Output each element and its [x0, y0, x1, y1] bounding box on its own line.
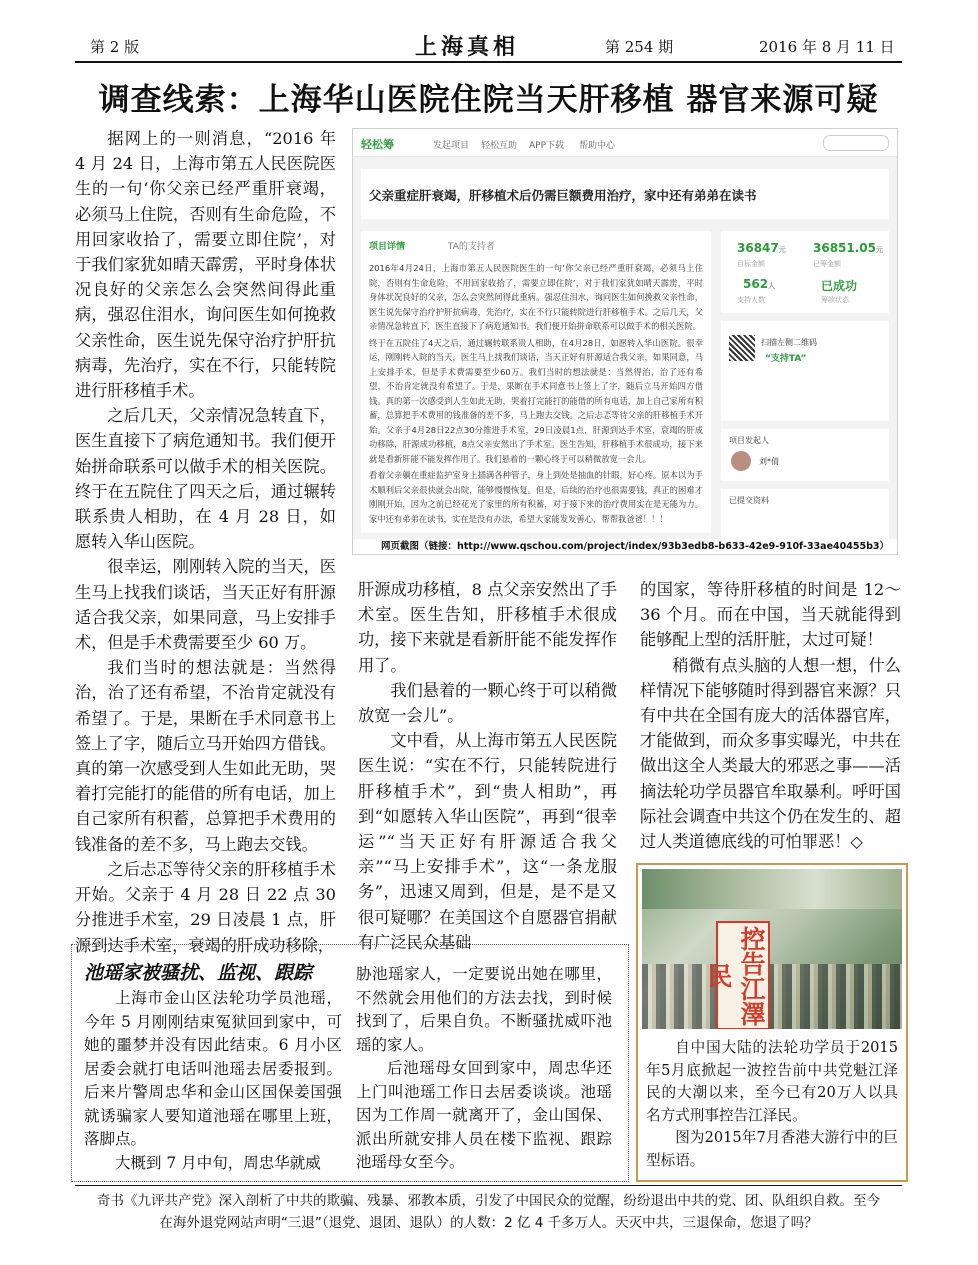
photo-box	[636, 863, 908, 1182]
avatar	[731, 451, 751, 471]
initiator-title: 项目发起人	[729, 436, 769, 445]
protest-photo	[642, 869, 902, 1029]
article-paragraph: 稍微有点头脑的人想一想，什么样情况下能够随时得到器官来源？只有中共在全国有庞大的活体器官库，才能做到，而众多事实曝光，中共在做出这全人类最大的邪恶之事——活摘法轮功学员器官牟取暴利。呼吁国际社会调查中共这个仍在发生的、超过人类道德底线的可怕罪恶！◇	[640, 655, 901, 852]
page-footer	[75, 1190, 902, 1234]
issue-label: 第 254 期	[605, 38, 674, 56]
stat-label: 目标金额	[737, 260, 765, 268]
photo-caption-line: 自中国大陆的法轮功学员于2015年5月底掀起一波控告前中共党魁江泽民的大潮以来，至今已有20万人以具名方式刑事控告江泽民。	[646, 1039, 898, 1124]
screenshot-nav-item: 轻松互助	[481, 141, 518, 151]
header-rule	[75, 61, 902, 63]
stat-supporters: 562人	[743, 277, 776, 291]
article-paragraph: 我们当时的想法就是：当然得治，治了还有希望，不治肯定就没有希望了。于是，果断在手术同意书上签上了字，随后立马开始四方借钱。真的第一次感受到人生如此无助，哭着打完能打的能借的所有电话，加上自己家所有积蓄，总算把手术费用的钱准备的差不多，马上跑去交钱。	[75, 658, 336, 854]
photo-crowd	[642, 964, 902, 1029]
article-paragraph: 很幸运，刚刚转入院的当天，医生马上找我们谈话，当天正好有肝源适合我父亲，如果同意，马上安排手术，但是手术费需要至少 60 万。	[75, 557, 336, 653]
screenshot-search-box	[823, 135, 889, 151]
article-paragraph: 肝源成功移植，8 点父亲安然出了手术室。医生告知，肝移植手术很成功，接下来就是看新肝能不能发挥作用了。	[358, 580, 617, 675]
qr-sub: “支持TA”	[765, 354, 807, 364]
article-paragraph: 我们悬着的一颗心终于可以稍微放宽一会儿”。	[358, 680, 618, 726]
screenshot-sidebar	[721, 231, 889, 555]
sidebox-paragraph: 上海市金山区法轮功学员池瑶，今年 5 月刚刚结束冤狱回到家中，可她的噩梦并没有因此结束。6 月小区居委会就打电话叫池瑶去居委报到。后来片警周忠华和金山区国保姜国强就诱骗家人要知道池瑶在哪里上班，落脚点。	[84, 989, 342, 1148]
stat-raised: 36851.05元	[813, 241, 884, 255]
screenshot-logo: 轻松筹	[361, 138, 394, 151]
screenshot-body	[361, 231, 711, 533]
sidebox-paragraph: 大概到 7 月中旬，周忠华就威	[115, 1153, 321, 1172]
screenshot-tab: 项目详情	[369, 242, 406, 252]
photo-caption-line: 图为2015年7月香港大游行中的巨型标语。	[646, 1129, 898, 1169]
article-column-1	[75, 126, 336, 958]
protest-banner: 控告江澤民	[716, 921, 770, 1029]
sidebox-column-1	[84, 987, 342, 1175]
article-column-3	[640, 577, 901, 854]
screenshot-paragraph: 2016年4月24日，上海市第五人民医院医生的一句‘你父亲已经严重肝衰竭，必须马上住院，否则有生命危险，不用回家收拾了，需要立即住院’，对于我们家犹如晴天霹雳，平时身体状况良好的父亲，怎么会突然间得此重病。强忍住泪水，询问医生如何挽救父亲性命，医生说先保守治疗护肝抗病毒，先治疗，实在不行只能转院进行肝移植手术。之后几天，父亲情况急转直下，医生直接下了病危通知书。我们便开始拼命联系可以做手术的相关医院。	[369, 263, 703, 331]
screenshot-tab: TA的支持者	[447, 242, 495, 252]
initiator-name: 刘*倩	[759, 457, 779, 466]
article-paragraph: 文中看，从上海市第五人民医院医生说：“实在不行，只能转院进行肝移植手术”，到“贵人相助”，再到“如愿转入华山医院”，再到“很幸运”“当天正好有肝源适合我父亲”“马上安排手术”，这“一条龙服务”，迅速又周到，但是，是不是又很可疑哪？在美国这个自愿器官捐献有广泛民众基础	[358, 731, 618, 952]
stat-label: 已筹金额	[813, 260, 841, 268]
article-title: 调查线索：上海华山医院住院当天肝移植 器官来源可疑	[98, 82, 879, 118]
screenshot-nav-item: 发起项目	[433, 141, 470, 151]
screenshot-paragraph: 终于在五院住了4天之后，通过辗转联系贵人相助，在4月28日，如愿转入华山医院。很幸运，刚刚转入院的当天，医生马上找我们谈话，当天正好有肝源适合我父亲，如果同意，马上安排手术，但是手术费需要至少60万。我们当时的想法就是：当然得治，治了还有希望，不治肯定就没有希望了。于是，果断在手术同意书上签上了字，随后立马开始四方借钱。真的第一次感受到人生如此无助，哭着打完能打的能借的所有电话，加上自己家所有积蓄，总算把手术费用的钱准备的差不多，马上跑去交钱。之后忐忑等待父亲的肝移植手术开始。父亲于4月28日22点30分推进手术室，29日凌晨1点，肝源到达手术室，衰竭的肝成功移除，肝源成功移植，8点父亲安然出了手术室。医生告知，肝移植手术很成功，接下来就是看新肝能不能发挥作用了。我们悬着的一颗心终于可以稍微放宽一会儿。	[369, 337, 703, 464]
stats-card	[721, 231, 889, 313]
footer-line: 奇书《九评共产党》深入剖析了中共的欺骗、残暴、邪教本质，引发了中国民众的觉醒，纷纷退出中共的党、团、队组织自救。至今	[97, 1193, 880, 1209]
qr-title: 扫描左侧二维码	[761, 338, 817, 347]
screenshot-text	[369, 261, 703, 528]
photo-caption	[646, 1037, 898, 1172]
stat-label: 筹款状态	[821, 296, 849, 304]
sidebox-title: 池瑶家被骚扰、监视、跟踪	[84, 962, 313, 984]
page-header	[75, 30, 902, 60]
qr-card	[721, 321, 889, 421]
footer-line: 在海外退党网站声明“三退”（退党、退团、退队）的人数：2 亿 4 千多万人。天灭中共，三退保命，您退了吗？	[159, 1215, 818, 1231]
screenshot-headline-box	[361, 169, 889, 219]
article-column-2	[358, 577, 617, 955]
sidebox-paragraph: 后池瑶母女回到家中，周忠华还上门叫池瑶工作日去居委谈谈。池瑶因为工作周一就离开了，金山国保、派出所就安排人员在楼下监视、跟踪池瑶母女至今。	[356, 1059, 612, 1171]
web-screenshot	[352, 128, 898, 555]
footer-rule	[75, 1185, 902, 1186]
sidebox-column-2	[356, 963, 612, 1175]
article-paragraph: 之后忐忑等待父亲的肝移植手术开始。父亲于 4 月 28 日 22 点 30 分推进手术室，29 日凌晨 1 点，肝源到达手术室，衰竭的肝成功移除，	[75, 859, 336, 955]
screenshot-headline: 父亲重症肝衰竭，肝移植术后仍需巨额费用治疗，家中还有弟弟在读书	[369, 188, 757, 203]
initiator-card	[721, 429, 889, 481]
stat-target: 36847元	[737, 241, 786, 255]
verify-title: 已提交资料	[729, 496, 769, 505]
masthead: 上海真相	[415, 34, 520, 60]
sidebox-paragraph: 胁池瑶家人，一定要说出她在哪里，不然就会用他们的方法去找，到时候找到了，后果自负。不断骚扰威吓池瑶的家人。	[356, 965, 612, 1054]
stat-status: 已成功	[821, 279, 858, 293]
screenshot-tabs	[369, 239, 495, 252]
screenshot-paragraph: 看着父亲躺在重症监护室身上插满各种管子，身上到处是抽血的针眼，好心疼。原本以为手术顺利后父亲很快就会出院，能够慢慢恢复。但是，后续的治疗也很需要钱，真正的困难才刚刚开始，因为之前已经花光了家里的所有积蓄，对于接下来的治疗费用实在是无能为力。家中还有弟弟在读书，实在是没有办法，希望大家能发发善心，帮帮我爸爸！！！	[369, 470, 703, 524]
screenshot-caption: 网页截图（链接：http://www.qschou.com/project/index/93b3edb8-b633-42e9-910f-33ae40455b3）	[353, 539, 897, 554]
article-paragraph: 据网上的一则消息，“2016 年 4 月 24 日，上海市第五人民医院医生的一句‘你父亲已经严重肝衰竭，必须马上住院，否则有生命危险，不用回家收拾了，需要立即住院’，对于我们家犹如晴天霹雳，平时身体状况良好的父亲怎么会突然间得此重病，强忍住泪水，询问医生如何挽救父亲性命，医生说先保守治疗护肝抗病毒，先治疗，实在不行，只能转院进行肝移植手术。	[75, 129, 336, 401]
screenshot-nav-item: 帮助中心	[579, 141, 616, 151]
screenshot-nav-item: APP下载	[529, 141, 565, 151]
screenshot-navbar	[353, 129, 897, 157]
edition-label: 第 2 版	[90, 38, 140, 56]
date-label: 2016 年 8 月 11 日	[759, 38, 895, 56]
qr-code-icon	[729, 335, 755, 361]
stat-label: 支持人数	[737, 296, 765, 304]
article-paragraph: 的国家，等待肝移植的时间是 12～36 个月。而在中国，当天就能得到能够配上型的活肝脏，太过可疑！	[640, 580, 901, 650]
sidebox	[71, 944, 629, 1182]
photo-background	[642, 869, 902, 909]
article-paragraph: 之后几天，父亲情况急转直下，医生直接下了病危通知书。我们便开始拼命联系可以做手术的相关医院。终于在五院住了四天之后，通过辗转联系贵人相助，在 4 月 28 日，如愿转入华山医院。	[75, 406, 336, 552]
